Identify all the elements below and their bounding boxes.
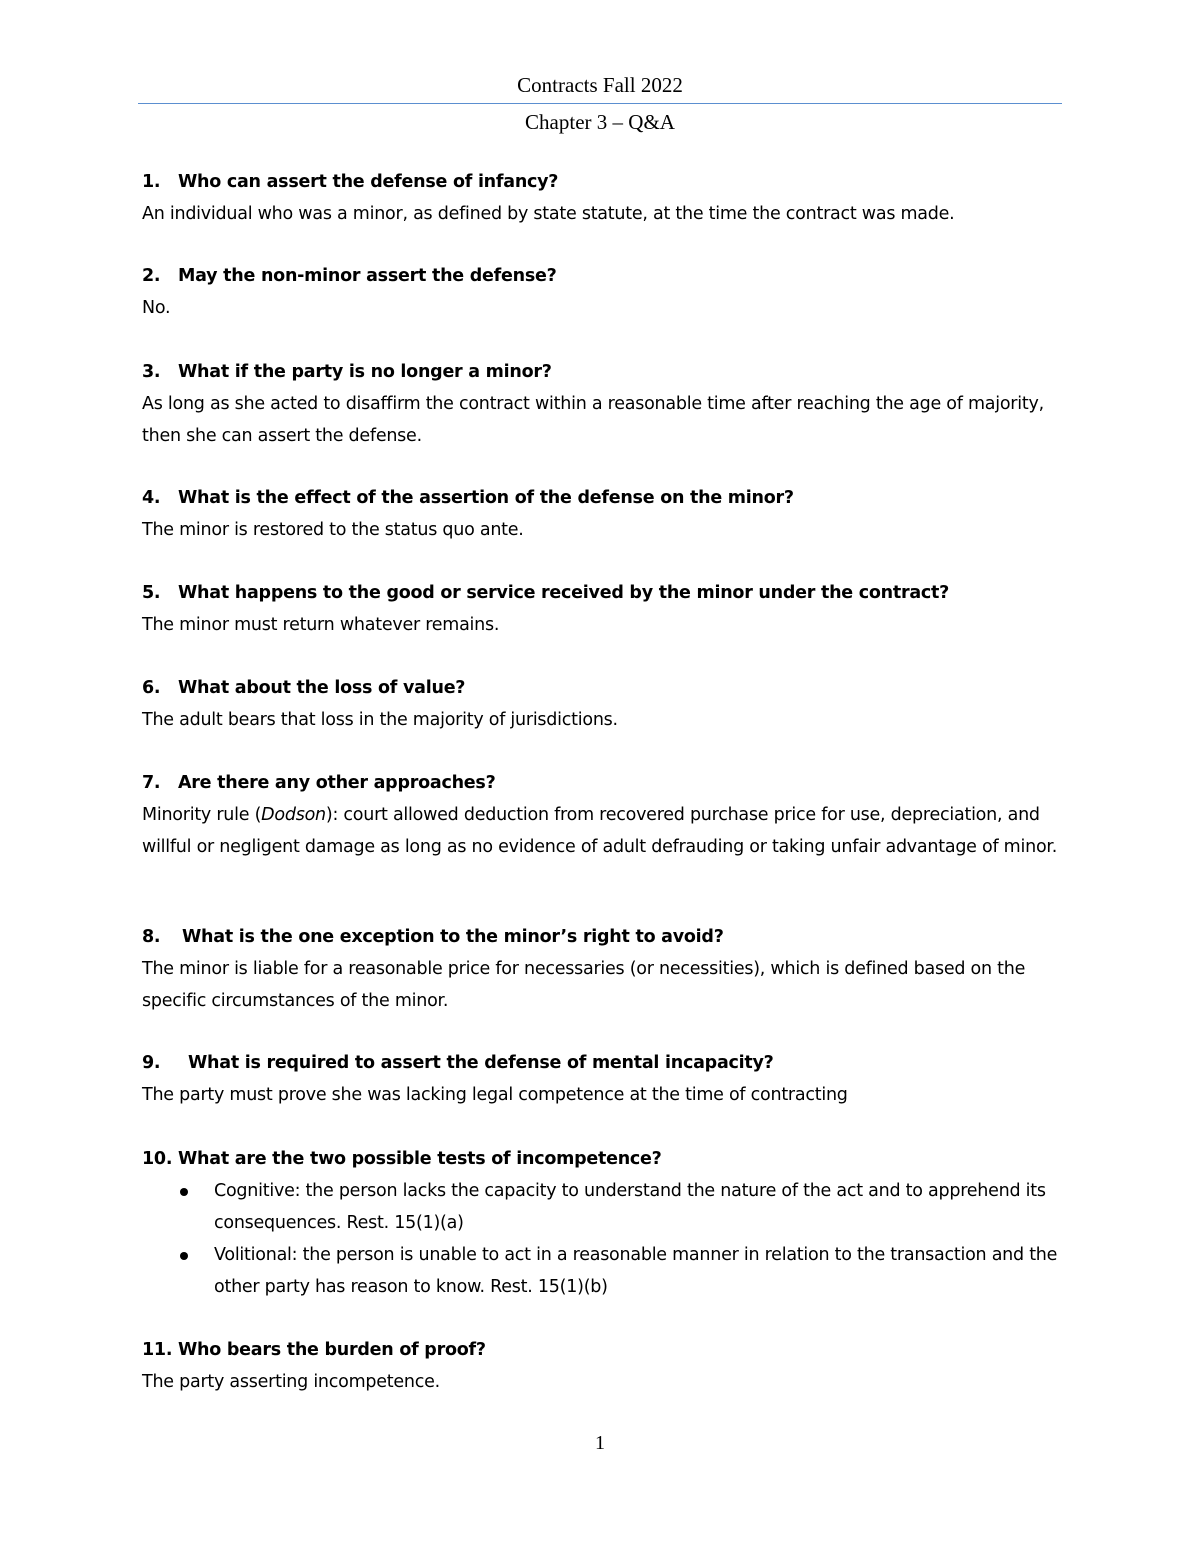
answer: The minor must return whatever remains. [142, 615, 500, 635]
tests-list [142, 1175, 1072, 1303]
header-divider [138, 103, 1062, 104]
qa-item-5 [142, 577, 1072, 641]
page-number: 1 [595, 1432, 605, 1454]
answer: The minor is restored to the status quo ante. [142, 520, 524, 540]
answer: An individual who was a minor, as defined by state statute, at the time the contract was made. [142, 204, 955, 224]
qa-item-7 [142, 767, 1072, 863]
question: 11. Who bears the burden of proof? [142, 1340, 486, 1360]
qa-item-4 [142, 482, 1072, 546]
chapter-title: Chapter 3 – Q&A [525, 110, 675, 134]
question: 9. What is required to assert the defense of mental incapacity? [142, 1053, 774, 1073]
qa-item-2 [142, 260, 1072, 324]
question: 5. What happens to the good or service received by the minor under the contract? [142, 583, 950, 603]
bullet-icon [180, 1252, 188, 1260]
list-item: Volitional: the person is unable to act in a reasonable manner in relation to the transaction and the other party has reason to know. Rest. 15(1)(b) [142, 1239, 1072, 1303]
question: 4. What is the effect of the assertion of the defense on the minor? [142, 488, 794, 508]
question: 3. What if the party is no longer a minor? [142, 362, 552, 382]
document-header-title: Contracts Fall 2022 [517, 73, 683, 97]
qa-item-11 [142, 1334, 1072, 1398]
qa-item-3 [142, 356, 1072, 452]
qa-item-6 [142, 672, 1072, 736]
answer: No. [142, 298, 171, 318]
answer: The party must prove she was lacking legal competence at the time of contracting [142, 1085, 848, 1105]
question: 2. May the non-minor assert the defense? [142, 266, 557, 286]
answer: Minority rule (Dodson): court allowed deduction from recovered purchase price for use, depreciation, and willful or negligent damage as long as no evidence of adult defrauding or taking unfair advantage of minor. [142, 805, 1058, 857]
case-name: Dodson [261, 805, 326, 825]
bullet-icon [180, 1188, 188, 1196]
question: 6. What about the loss of value? [142, 678, 466, 698]
answer: The party asserting incompetence. [142, 1372, 440, 1392]
question: 7. Are there any other approaches? [142, 773, 496, 793]
answer: As long as she acted to disaffirm the contract within a reasonable time after reaching the age of majority, then she can assert the defense. [142, 394, 1044, 446]
qa-item-9 [142, 1047, 1072, 1111]
question: 1. Who can assert the defense of infancy? [142, 172, 559, 192]
list-item: Cognitive: the person lacks the capacity to understand the nature of the act and to apprehend its consequences. Rest. 15(1)(a) [142, 1175, 1072, 1239]
qa-item-8 [142, 921, 1072, 1017]
qa-item-1 [142, 166, 1072, 230]
qa-item-10 [142, 1143, 1072, 1303]
question: 8. What is the one exception to the minor’s right to avoid? [142, 927, 724, 947]
question: 10. What are the two possible tests of incompetence? [142, 1149, 662, 1169]
answer: The minor is liable for a reasonable price for necessaries (or necessities), which is defined based on the specific circumstances of the minor. [142, 959, 1026, 1011]
answer: The adult bears that loss in the majority of jurisdictions. [142, 710, 618, 730]
